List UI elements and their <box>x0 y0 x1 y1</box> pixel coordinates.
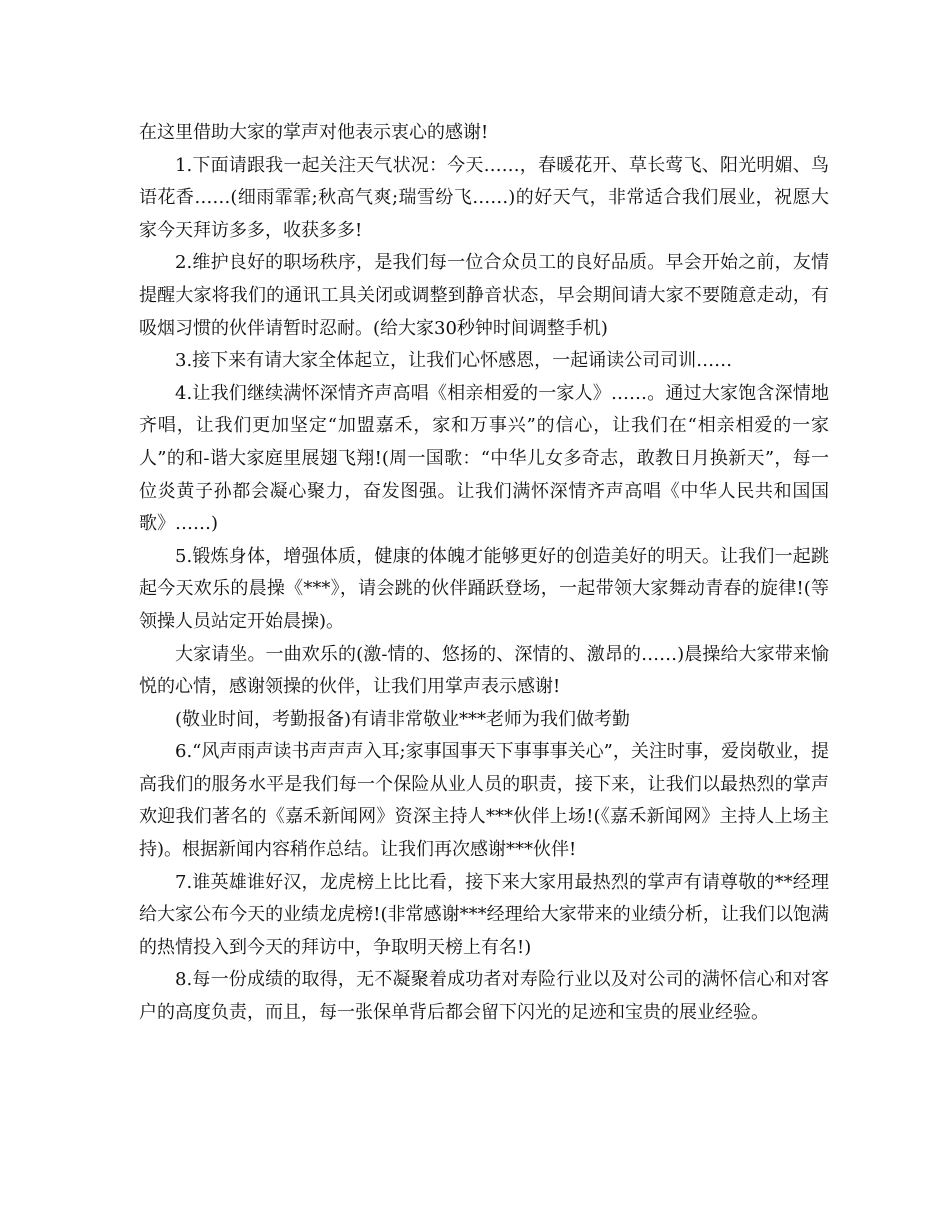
document-body <box>139 117 829 1030</box>
paragraph-intro: 在这里借助大家的掌声对他表示衷心的感谢! <box>139 122 489 143</box>
paragraph-leaderboard: 7.谁英雄谁好汉，龙虎榜上比比看，接下来大家用最热烈的掌声有请尊敬的**经理给大家公布今天的业绩龙虎榜!(非常感谢***经理给大家带来的业绩分析，让我们以饱满的热情投入到今天的拜访中，争取明天榜上有名!) <box>139 871 829 958</box>
paragraph-news: 6.“风声雨声读书声声声入耳;家事国事天下事事事关心”，关注时事，爱岗敬业，提高我们的服务水平是我们每一个保险从业人员的职责，接下来，让我们以最热烈的掌声欢迎我们著名的《嘉禾新闻网》资深主持人***伙伴上场!(《嘉禾新闻网》主持人上场主持)。根据新闻内容稍作总结。让我们再次感谢***伙伴! <box>139 741 829 861</box>
paragraph-exercise: 5.锻炼身体，增强体质，健康的体魄才能够更好的创造美好的明天。让我们一起跳起今天欢乐的晨操《***》，请会跳的伙伴踊跃登场，一起带领大家舞动青春的旋律!(等领操人员站定开始晨操)。 <box>139 545 829 632</box>
paragraph-company-motto: 3.接下来有请大家全体起立，让我们心怀感恩，一起诵读公司司训…… <box>175 350 733 372</box>
paragraph-thanks: 大家请坐。一曲欢乐的(激-情的、悠扬的、深情的、激昂的……)晨操给大家带来愉悦的心情，感谢领操的伙伴，让我们用掌声表示感谢! <box>139 643 829 698</box>
paragraph-order-reminder: 2.维护良好的职场秩序，是我们每一位合众员工的良好品质。早会开始之前，友情提醒大家将我们的通讯工具关闭或调整到静音状态，早会期间请大家不要随意走动，有吸烟习惯的伙伴请暂时忍耐。(给大家30秒钟时间调整手机) <box>139 252 829 339</box>
paragraph-achievement: 8.每一份成绩的取得，无不凝聚着成功者对寿险行业以及对公司的满怀信心和对客户的高度负责，而且，每一张保单背后都会留下闪光的足迹和宝贵的展业经验。 <box>139 969 829 1024</box>
paragraph-song: 4.让我们继续满怀深情齐声高唱《相亲相爱的一家人》……。通过大家饱含深情地齐唱，让我们更加坚定“加盟嘉禾，家和万事兴”的信心，让我们在“相亲相爱的一家人”的和-谐大家庭里展翅飞翔!(周一国歌：“中华儿女多奇志，敢教日月换新天”，每一位炎黄子孙都会凝心聚力，奋发图强。让我们满怀深情齐声高唱《中华人民共和国国歌》……) <box>139 382 829 535</box>
paragraph-attendance: (敬业时间，考勤报备)有请非常敬业***老师为我们做考勤 <box>175 708 631 730</box>
paragraph-weather: 1.下面请跟我一起关注天气状况：今天……，春暖花开、草长莺飞、阳光明媚、鸟语花香……(细雨霏霏;秋高气爽;瑞雪纷飞……)的好天气，非常适合我们展业，祝愿大家今天拜访多多，收获多多! <box>139 154 829 241</box>
